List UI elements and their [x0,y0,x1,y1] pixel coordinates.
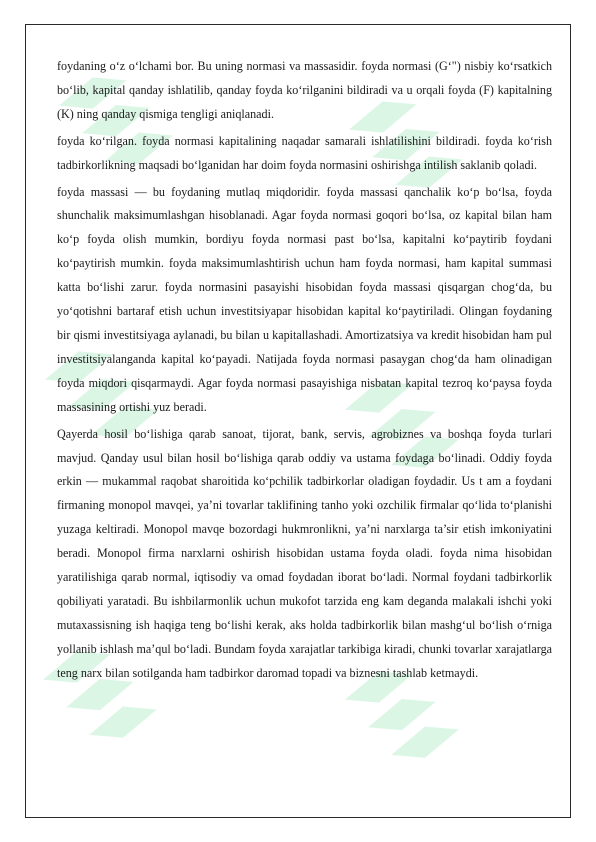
paragraph: foyda ko‘rilgan. foyda normasi kapitalining naqadar samarali ishlatilishini bildiradi. foyda ko‘rish tadbirkorlikning maqsadi bo‘lganidan har doim foyda normasini oshirishga intilish saklanib qoladi. [57,133,552,172]
paragraph: foyda massasi — bu foydaning mutlaq miqdoridir. foyda massasi qanchalik ko‘p bo‘lsa, foyda shunchalik maksimumlashgan hisoblanadi. Agar foyda normasi goqori bo‘lsa, oz kapital bilan ham ko‘p foyda olish mumkin, bordiyu foyda normasi past bo‘lsa, kapitalni ko‘paytirib foydani ko‘paytirish mumkin. foyda maksimumlashtirish uchun ham foyda normasi, ham kapital summasi katta bo‘lishi zarur. foyda normasini pasayishi hisobidan foyda massasi qisqargan chog‘da, bu yo‘qotishni bartaraf etish uchun investitsiyapar hisobidan kapital ko‘paytiriladi. Olingan foydaning bir qismi investitsiyaga aylanadi, bu bilan u kapitallashadi. Amortizatsiya va kredit hisobidan ham pul investitsiyalanganda kapital ko‘payadi. Natijada foyda normasi pasaygan chog‘da ham olinadigan foyda miqdori qisqarmaydi. Agar foyda normasi pasayishiga nisbatan kapital tezroq ko‘paysa foyda massasining ortishi yuz beradi. [57,184,552,414]
paragraph: Qayerda hosil bo‘lishiga qarab sanoat, tijorat, bank, servis, agrobiznes va boshqa foyda turlari mavjud. Qanday usul bilan hosil bo‘lishiga qarab oddiy va ustama foydaga bo‘linadi. Oddiy foyda erkin — mukammal raqobat sharoitida ko‘pchilik tadbirkorlar oladigan foydadir. Us t am a foydani firmaning monopol mavqei, ya’ni tovarlar taklifining tanho yoki ozchilik firmalar qo‘lida to‘planishi yuzaga keltiradi. Monopol mavqe bozordagi hukmronlikni, ya’ni narxlarga ta’sir etish imkoniyatini beradi. Monopol firma narxlarni oshirish hisobidan ustama foyda oladi. foyda nima hisobidan yaratilishiga qarab normal, iqtisodiy va omad foydadan iborat bo‘ladi. Normal foydani tadbirkorlik qobiliyati yaratadi. Bu ishbilarmonlik uchun mukofot tarzida eng kam deganda malakali ishchi yoki mutaxassisning ish haqiga teng bo‘lishi kerak, aks holda tadbirkorlik bilan mashg‘ul bo‘lish o‘rniga yollanib ishlash ma’qul bo‘ladi. Bundam foyda xarajatlar tarkibiga kiradi, chunki tovarlar xarajatlarga teng narx bilan sotilganda ham tadbirkor daromad topadi va biznesni tashlab ketmaydi. [57,426,552,680]
document-body [57,55,552,689]
paragraph: foydaning o‘z o‘lchami bor. Bu uning normasi va massasidir. foyda normasi (G‘") nisbiy ko‘rsatkich bo‘lib, kapital qanday ishlatilib, qanday foyda ko‘rilganini bildiradi va u orqali foyda (F) kapitalning (K) ning qanday qismiga tengligi aniqlanadi. [57,59,552,121]
